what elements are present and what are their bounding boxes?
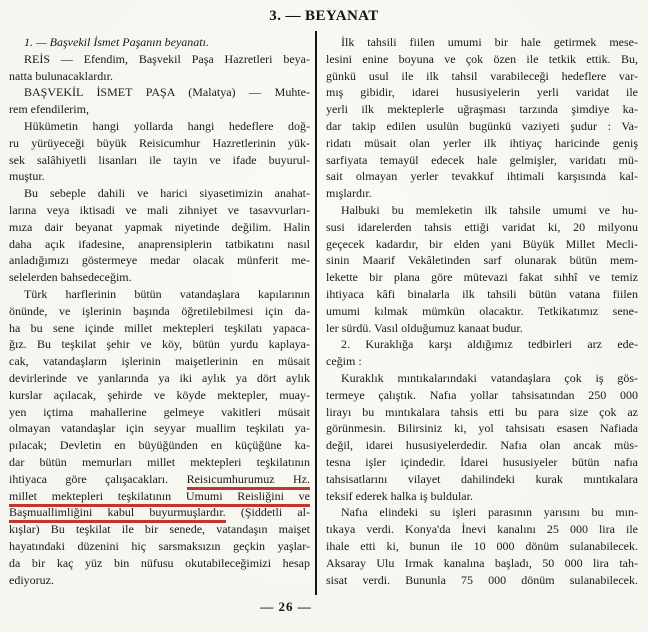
text-line xyxy=(9,538,310,555)
text-line xyxy=(9,269,310,286)
text-line xyxy=(9,168,310,185)
text-segment: termeye çalıştık. Nafıa yollar tahsisatından 250 000 xyxy=(326,387,638,402)
text-line xyxy=(326,437,638,454)
text-segment: susi idarelerden tahsis ettiği varidat ki, 20 milyonu xyxy=(326,219,638,234)
left-column xyxy=(9,34,310,588)
text-segment: Bu sebeple dahili ve harici siyasetimizin anahat- xyxy=(24,186,310,201)
text-line xyxy=(9,504,310,521)
text-line xyxy=(326,84,638,101)
text-line xyxy=(326,370,638,387)
text-line xyxy=(326,236,638,253)
text-line xyxy=(326,504,638,521)
text-line xyxy=(326,488,638,505)
text-segment: Türk harflerinin bütün vatandaşlara kapılarının xyxy=(24,286,310,301)
page-number: — 26 — xyxy=(260,599,312,614)
text-segment: İlk tahsili fiilen umumi bir hale getirmek mese- xyxy=(341,35,638,49)
text-segment: ru yürüyeceği büyük Reisicumhur Hazretlerinin yük- xyxy=(9,135,310,150)
text-segment: pılacak; Devletin en büyüğünden en küçüğüne ka- xyxy=(9,438,310,453)
text-line xyxy=(9,185,310,202)
text-line xyxy=(9,488,310,505)
text-line xyxy=(326,286,638,303)
text-segment: sait olmayan yerler tevakkuf ihtimali karşısında kal- xyxy=(326,169,638,184)
text-segment: mıza dair beyanat yapmak niyetinde değilim. Halin xyxy=(9,219,310,234)
text-segment: anladığımızı göstermeye medar olacak münferit me- xyxy=(9,253,310,268)
text-segment: REİS — Efendim, Başvekil Paşa Hazretleri beya- xyxy=(24,51,310,66)
text-segment: sarfiyata temayül edecek hale gelmişler, varidatı mü- xyxy=(326,152,638,167)
text-segment: hayatındaki düzenini hiç sarsmaksızın geçkin yaşlar- xyxy=(9,538,310,553)
text-segment: larına veya iktisadi ve mali zihniyet ve tasavvurları- xyxy=(9,202,310,217)
page-header xyxy=(0,0,648,25)
text-line xyxy=(9,303,310,320)
text-line xyxy=(326,202,638,219)
text-segment: selelerden bahsedeceğim. xyxy=(9,270,132,285)
text-segment: kurslar açılacak, şehirde ve köyde mektepler, muay- xyxy=(9,387,310,402)
text-segment: tesna işler içindedir. İdarei hususiyeler bütün nafıa xyxy=(326,454,638,469)
text-line xyxy=(9,84,310,101)
text-segment: rem efendilerim, xyxy=(9,102,89,117)
text-segment: ler sürdü. Vasıl olduğumuz kanaat budur. xyxy=(326,320,523,335)
text-line xyxy=(9,236,310,253)
text-line xyxy=(9,471,310,488)
text-line xyxy=(9,353,310,370)
text-line xyxy=(326,471,638,488)
text-segment: Aksaray Ulu Irmak kanalına başladı, 50 000 lira tah- xyxy=(326,555,638,570)
text-line xyxy=(326,404,638,421)
text-segment: ediyoruz. xyxy=(9,572,54,587)
text-segment: lirayı bu mıntıkalara tahsis etti bu para size çok az xyxy=(326,404,638,419)
text-line xyxy=(326,320,638,337)
text-segment: önünde, ve işlerinin başında öğretilebilmesi için da- xyxy=(9,303,310,318)
text-segment: da bir kaç yüz bin nüfusu okutabileceğimizi hesap xyxy=(9,555,310,570)
text-segment: sek salâhiyetli lisanları ile tayin ve ifade buyurul- xyxy=(9,152,310,167)
text-line xyxy=(326,303,638,320)
text-segment: Hükümetin hangi yollarda hangi hedeflere doğ- xyxy=(24,118,310,133)
text-segment: dar takip edilen usulün bugünkü vaziyeti şudur : Va- xyxy=(326,118,638,133)
red-underline-annotation: Reisicumhurumuz Hz. xyxy=(187,472,310,490)
text-line xyxy=(326,555,638,572)
text-segment: ridatı müsait olan yerler ilk ihtiyaç haricinde geniş xyxy=(326,135,638,150)
text-segment: sisat verdi. Bununla 75 000 dönüm sulanabilecek. xyxy=(326,572,638,587)
text-segment: BAŞVEKİL İSMET PAŞA (Malatya) — Muhte- xyxy=(24,85,310,100)
text-segment: dar bütün memurları millet mektepleri teşkilatının xyxy=(9,454,310,469)
text-segment: sinin Maarif Vekâletinden sarf olunarak bütün mem- xyxy=(326,253,638,268)
text-segment: umumi kılmak mümkün olacaktır. Tetkikatımız sene- xyxy=(326,303,638,318)
text-line xyxy=(326,219,638,236)
text-line xyxy=(326,269,638,286)
section-title: 3. — BEYANAT xyxy=(269,8,379,24)
text-segment: Kuraklık mıntıkalarındaki vatandaşlara çok iş gös- xyxy=(341,370,638,385)
text-segment: tahsisatlarını vilayet dahilindeki kurak mıntıkalara xyxy=(326,471,638,486)
text-segment: kışlar) Bu teşkilat ile bir senede, vatandaşın maişet xyxy=(9,522,310,537)
text-segment: 2. Kuraklığa karşı aldığımız tedbirleri arz ede- xyxy=(341,337,638,352)
text-line xyxy=(9,420,310,437)
text-segment: ğız. Bu teşkilat şehir ve köy, bütün yurdu kaplaya- xyxy=(9,337,310,352)
text-segment: olmayan vatandaşlar için seyyar muallim teşkilatı ya- xyxy=(9,421,310,436)
text-segment: (Şiddetli al- xyxy=(225,505,310,520)
text-segment: lesini enine boyuna ve çok özen ile tetkik ettik. Bu, xyxy=(326,51,638,66)
text-segment: muştur. xyxy=(9,169,45,184)
text-segment: ihtiyaca göre çalışacakları. xyxy=(9,471,187,486)
right-column xyxy=(326,34,638,588)
page-footer xyxy=(0,598,648,616)
text-segment: lekette bir plana göre mütevazi fakat sıhhî ve temiz xyxy=(326,270,638,285)
text-segment: cak, vatandaşların işlerinin maişetlerinin en müsait xyxy=(9,354,310,369)
text-line xyxy=(9,370,310,387)
text-line xyxy=(326,168,638,185)
text-segment: ihale etti ki, bunun ile 10 000 dönüm sulanabilecek. xyxy=(326,538,638,553)
text-line xyxy=(326,34,638,51)
text-segment: ceğim : xyxy=(326,354,362,369)
text-line xyxy=(9,252,310,269)
text-segment: ihtiyaca kâfi binalarla ilk tahsili bütün vatana fiilen xyxy=(326,286,638,301)
text-segment: görünmesin. Bilirsiniz ki, yol tahsisatı esasen Nafiada xyxy=(326,421,638,436)
text-segment: daha açık ifadesine, anaprensiplerin tatbikatını nasıl xyxy=(9,236,310,251)
text-line xyxy=(326,387,638,404)
text-segment: değil, idarei hususiyelerdedir. Nafıa olan ancak müs- xyxy=(326,438,638,453)
text-segment: günkü usul ile ilk tahsil varabileceği hedeflere var- xyxy=(326,68,638,83)
text-segment: 1. — Başvekil İsmet Paşanın beyanatı. xyxy=(24,35,209,49)
text-line xyxy=(9,572,310,589)
text-line xyxy=(326,152,638,169)
text-line xyxy=(9,51,310,68)
text-line xyxy=(9,68,310,85)
text-line xyxy=(326,538,638,555)
text-line xyxy=(9,404,310,421)
text-line xyxy=(9,336,310,353)
text-segment: ha bu sene içinde millet mektepleri teşkilatı yapaca- xyxy=(9,320,310,335)
text-segment: Halbuki bu memleketin ilk tahsile umumi ve hu- xyxy=(341,202,638,217)
text-line xyxy=(326,336,638,353)
text-line xyxy=(326,185,638,202)
text-line xyxy=(326,68,638,85)
text-line xyxy=(9,286,310,303)
text-line xyxy=(326,101,638,118)
text-line xyxy=(9,555,310,572)
text-line xyxy=(326,353,638,370)
text-line xyxy=(9,135,310,152)
text-line xyxy=(9,152,310,169)
text-line xyxy=(9,437,310,454)
text-line xyxy=(9,101,310,118)
text-line xyxy=(326,521,638,538)
text-segment: yen içtima mahallerine gelmeye vakitleri müsait xyxy=(9,404,310,419)
text-line xyxy=(326,572,638,589)
text-line xyxy=(9,219,310,236)
text-segment: Nafıa elindeki su işleri parasının yarısını bu mın- xyxy=(341,505,638,520)
text-segment: geçecek kadardır, bir elden yani Büyük Millet Mecli- xyxy=(326,236,638,251)
text-line xyxy=(326,454,638,471)
text-line xyxy=(326,118,638,135)
text-line xyxy=(9,387,310,404)
text-segment: tıkaya verdi. Konya'da İnevi kanalını 25 000 lira ile xyxy=(326,522,638,537)
text-segment: teksif ederek halka iş buldular. xyxy=(326,488,473,503)
text-line xyxy=(326,420,638,437)
text-line xyxy=(326,51,638,68)
text-line xyxy=(9,202,310,219)
column-divider-rule xyxy=(315,31,317,595)
text-line xyxy=(326,252,638,269)
red-underline-annotation: Başmuallimliğini kabul buyurmuşlardır. xyxy=(9,505,226,523)
text-line xyxy=(9,454,310,471)
text-segment: mış gibidir, idarei hususiyelerin yerli varidat ile xyxy=(326,85,638,100)
text-segment: mışlardır. xyxy=(326,186,372,201)
text-segment: natta bulunacaklardır. xyxy=(9,68,113,83)
two-column-text-block xyxy=(0,34,648,595)
text-line xyxy=(9,320,310,337)
text-segment: yerli ilk mekteplerle uğraşması tarzında şimdiye ka- xyxy=(326,102,638,117)
red-underline-annotation: millet mektepleri teşkilatının Umumi Reisliğini ve xyxy=(9,489,310,507)
text-line xyxy=(9,118,310,135)
text-line xyxy=(326,135,638,152)
text-segment: devirlerinde ve yanlarında ya iki aylık ya dört aylık xyxy=(9,370,310,385)
text-line xyxy=(9,521,310,538)
text-line xyxy=(9,34,310,51)
